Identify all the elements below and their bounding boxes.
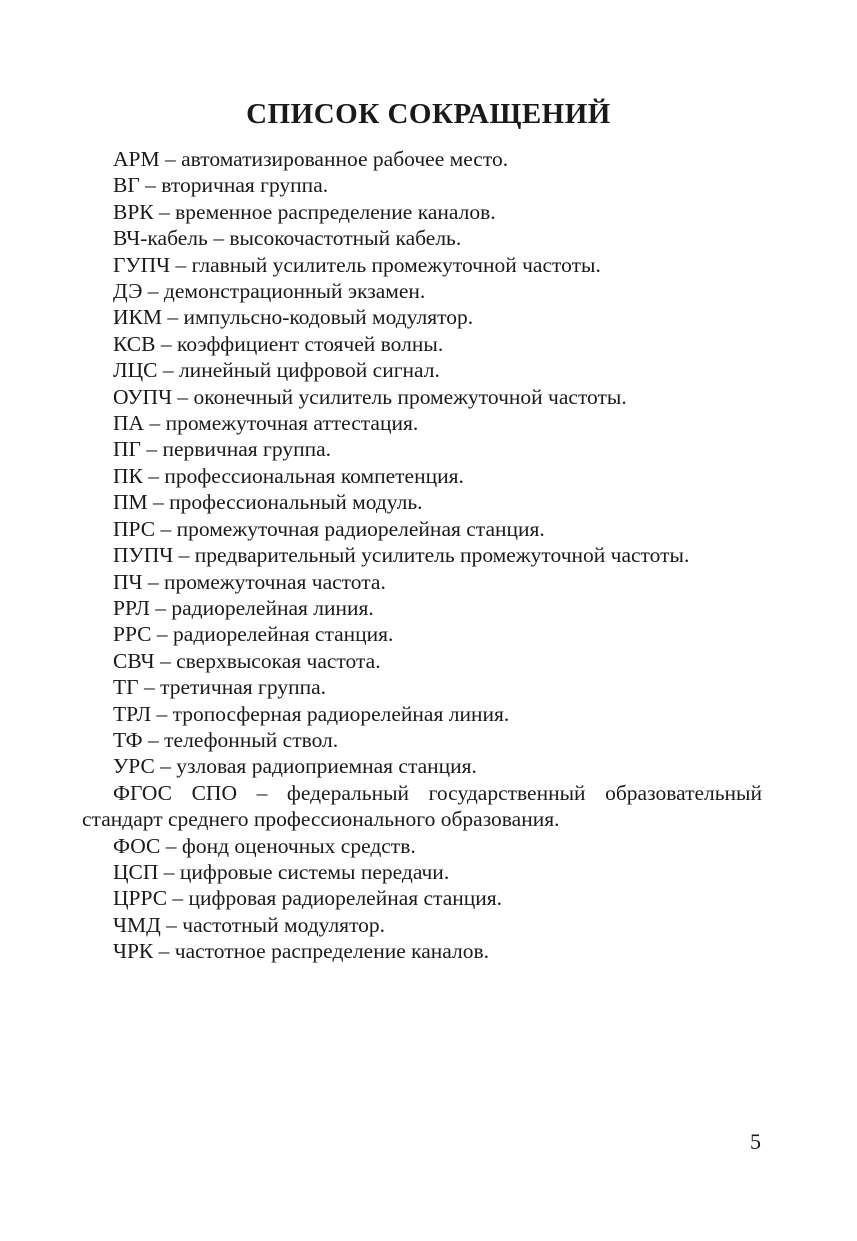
page-title: СПИСОК СОКРАЩЕНИЙ	[246, 98, 611, 130]
definition: профессиональный модуль.	[169, 490, 423, 515]
abbreviation: ВРК	[113, 199, 154, 224]
definition: первичная группа.	[162, 437, 332, 462]
definition: коэффициент стоячей волны.	[177, 331, 444, 356]
definition: импульсно-кодовый модулятор.	[183, 305, 474, 330]
abbreviation: ПУПЧ	[113, 543, 174, 568]
dash: –	[147, 279, 159, 304]
list-item	[82, 516, 762, 542]
definition: частотное распределение каналов.	[174, 939, 490, 964]
definition: узловая радиоприемная станция.	[176, 754, 477, 779]
dash: –	[177, 384, 189, 409]
abbreviation: ЧРК	[113, 939, 154, 964]
list-item	[82, 912, 762, 938]
dash: –	[172, 886, 184, 911]
abbreviation: КСВ	[113, 331, 156, 356]
list-item	[82, 542, 762, 568]
abbreviation: ЦСП	[113, 859, 159, 884]
abbreviation: ФГОС СПО	[113, 780, 237, 805]
abbreviation: ДЭ	[113, 279, 143, 304]
definition: третичная группа.	[160, 675, 327, 700]
abbreviation: ТРЛ	[113, 701, 152, 726]
dash: –	[159, 648, 171, 673]
abbreviation: СВЧ	[113, 648, 155, 673]
abbreviation: ГУПЧ	[113, 252, 171, 277]
dash: –	[143, 675, 155, 700]
definition: федеральный государственный образовательный стандарт среднего профессионального образования.	[82, 780, 762, 832]
definition: вторичная группа.	[161, 173, 329, 198]
definition: цифровые системы передачи.	[179, 859, 450, 884]
definition: промежуточная аттестация.	[165, 411, 419, 436]
dash: –	[163, 859, 175, 884]
definition: частотный модулятор.	[182, 912, 386, 937]
definition: оконечный усилитель промежуточной частоты.	[193, 384, 627, 409]
dash: –	[148, 463, 159, 488]
abbreviation-list	[82, 146, 762, 965]
definition: цифровая радиорелейная станция.	[188, 886, 503, 911]
dash: –	[162, 358, 174, 383]
abbreviation: ФОС	[113, 833, 161, 858]
list-item	[82, 357, 762, 383]
list-item	[82, 252, 762, 278]
definition: демонстрационный экзамен.	[163, 279, 426, 304]
dash: –	[167, 305, 179, 330]
list-item	[82, 859, 762, 885]
list-item	[82, 199, 762, 225]
list-item	[82, 304, 762, 330]
abbreviation: ТФ	[113, 727, 143, 752]
abbreviation: ПМ	[113, 490, 148, 515]
list-item	[82, 621, 762, 647]
list-item	[82, 436, 762, 462]
dash: –	[145, 173, 156, 198]
list-item	[82, 780, 762, 833]
definition: сверхвысокая частота.	[176, 648, 381, 673]
definition: линейный цифровой сигнал.	[178, 358, 440, 383]
definition: временное распределение каналов.	[175, 199, 496, 224]
definition: профессиональная компетенция.	[164, 463, 464, 488]
list-item	[82, 384, 762, 410]
list-item	[82, 833, 762, 859]
dash: –	[256, 780, 268, 805]
dash: –	[165, 833, 177, 858]
dash: –	[166, 912, 177, 937]
definition: радиорелейная линия.	[171, 595, 374, 620]
page-number: 5	[750, 1129, 761, 1154]
abbreviation: УРС	[113, 754, 155, 779]
dash: –	[147, 569, 159, 594]
abbreviation: ВГ	[113, 173, 140, 198]
abbreviation: ПГ	[113, 437, 141, 462]
definition: тропосферная радиорелейная линия.	[172, 701, 510, 726]
list-item	[82, 569, 762, 595]
dash: –	[156, 622, 168, 647]
list-item	[82, 648, 762, 674]
definition: промежуточная частота.	[164, 569, 386, 594]
dash: –	[156, 701, 168, 726]
abbreviation: ЛЦС	[113, 358, 158, 383]
abbreviation: ПК	[113, 463, 143, 488]
definition: главный усилитель промежуточной частоты.	[191, 252, 601, 277]
dash: –	[153, 490, 164, 515]
abbreviation: ЧМД	[113, 912, 161, 937]
dash: –	[159, 199, 170, 224]
dash: –	[178, 543, 190, 568]
definition: фонд оценочных средств.	[181, 833, 416, 858]
dash: –	[175, 252, 187, 277]
abbreviation: РРС	[113, 622, 152, 647]
abbreviation: РРЛ	[113, 595, 150, 620]
abbreviation: АРМ	[113, 147, 160, 171]
dash: –	[213, 226, 224, 251]
dash: –	[164, 147, 176, 171]
abbreviation: ЦРРС	[113, 886, 168, 911]
dash: –	[160, 516, 172, 541]
list-item	[82, 938, 762, 964]
list-item	[82, 278, 762, 304]
definition: высокочастотный кабель.	[229, 226, 462, 251]
list-item	[82, 489, 762, 515]
dash: –	[158, 939, 170, 964]
list-item	[82, 727, 762, 753]
list-item	[82, 172, 762, 198]
dash: –	[160, 754, 171, 779]
list-item	[82, 146, 762, 172]
abbreviation: ПА	[113, 411, 145, 436]
dash: –	[146, 437, 158, 462]
list-item	[82, 885, 762, 911]
abbreviation: ПЧ	[113, 569, 143, 594]
list-item	[82, 331, 762, 357]
list-item	[82, 595, 762, 621]
dash: –	[155, 595, 167, 620]
abbreviation: ТГ	[113, 675, 139, 700]
list-item	[82, 674, 762, 700]
dash: –	[160, 331, 172, 356]
definition: автоматизированное рабочее место.	[181, 147, 509, 171]
dash: –	[149, 411, 161, 436]
list-item	[82, 701, 762, 727]
abbreviation: ПРС	[113, 516, 156, 541]
abbreviation: ОУПЧ	[113, 384, 173, 409]
list-item	[82, 463, 762, 489]
dash: –	[148, 727, 159, 752]
definition: телефонный ствол.	[164, 727, 339, 752]
abbreviation: ИКМ	[113, 305, 162, 330]
list-item	[82, 753, 762, 779]
list-item	[82, 410, 762, 436]
list-item	[82, 225, 762, 251]
definition: радиорелейная станция.	[173, 622, 394, 647]
definition: предварительный усилитель промежуточной частоты.	[194, 543, 690, 568]
definition: промежуточная радиорелейная станция.	[176, 516, 545, 541]
abbreviation: ВЧ-кабель	[113, 226, 208, 251]
